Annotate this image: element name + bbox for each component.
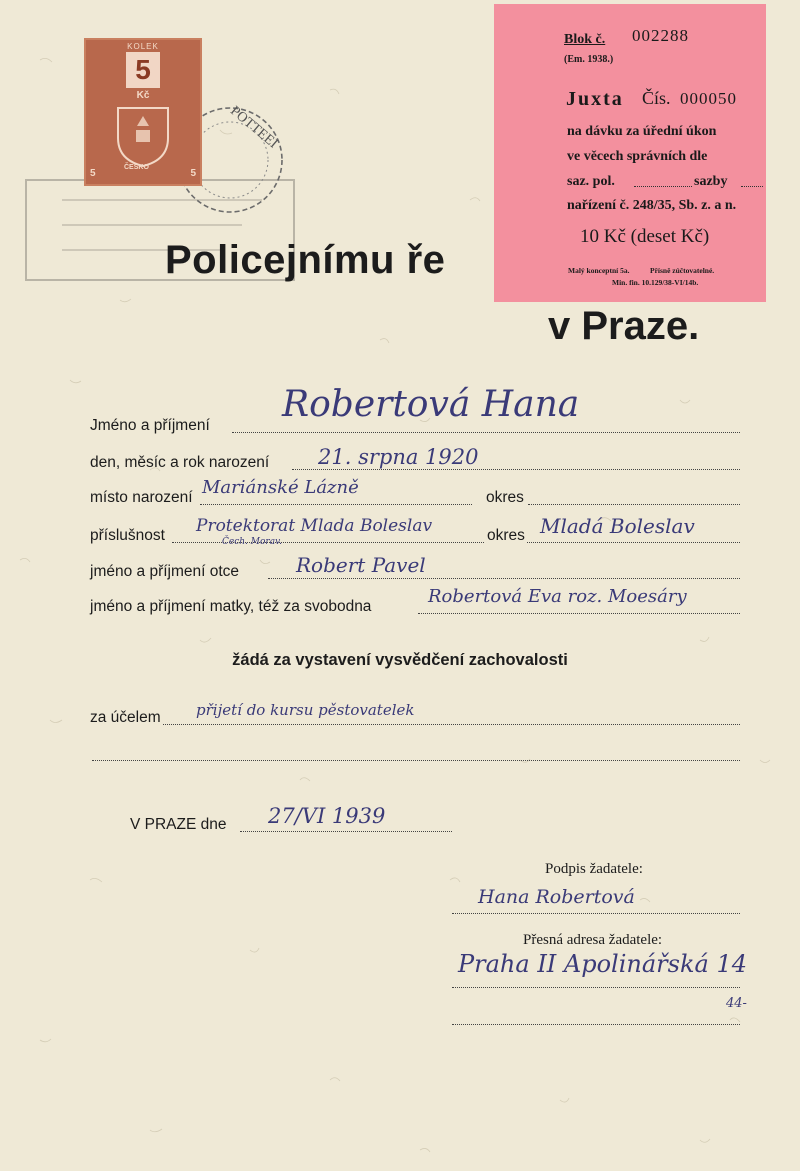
address-line-2 bbox=[452, 1024, 740, 1025]
name-value: Robertová Hana bbox=[282, 384, 580, 425]
purpose-line bbox=[163, 724, 740, 725]
belonging-label: příslušnost bbox=[90, 527, 165, 544]
signature-label: Podpis žadatele: bbox=[545, 861, 643, 877]
father-line bbox=[268, 578, 740, 579]
fee-dots-2 bbox=[741, 186, 763, 187]
postmark-text: POTTEEI bbox=[227, 103, 281, 152]
father-value: Robert Pavel bbox=[296, 553, 426, 577]
district-line bbox=[528, 504, 740, 505]
date-value: 27/VI 1939 bbox=[268, 804, 386, 828]
coat-of-arms-icon bbox=[108, 104, 178, 168]
purpose-value: přijetí do kursu pěstovatelek bbox=[196, 701, 415, 719]
belonging-district-value: Mladá Boleslav bbox=[540, 514, 695, 538]
birthplace-line bbox=[200, 504, 472, 505]
revenue-stamp-label: KOLEK bbox=[127, 42, 159, 51]
name-line bbox=[232, 432, 740, 433]
revenue-stamp-corner: 5 bbox=[90, 168, 96, 179]
juxta-label: Juxta bbox=[566, 88, 624, 110]
district-label: okres bbox=[486, 489, 524, 506]
father-label: jméno a příjmení otce bbox=[90, 563, 240, 580]
belonging-sub: Čech. Morav. bbox=[222, 537, 282, 547]
fee-dots-1 bbox=[634, 186, 692, 187]
revenue-stamp-value: 5 bbox=[126, 52, 160, 88]
belonging-value: Protektorat Mlada Boleslav bbox=[196, 516, 433, 536]
address-value: Praha II Apolinářská 14 bbox=[458, 950, 747, 978]
request-heading: žádá za vystavení vysvědčení zachovalosti bbox=[232, 651, 568, 669]
fee-line-3a: saz. pol. bbox=[567, 174, 615, 189]
blok-number: 002288 bbox=[632, 26, 689, 45]
revenue-stamp bbox=[84, 38, 202, 186]
emission-note: (Em. 1938.) bbox=[564, 54, 614, 65]
purpose-line-2 bbox=[92, 760, 740, 761]
cis-number: 000050 bbox=[680, 89, 737, 108]
fee-line-2: ve věcech správních dle bbox=[567, 149, 708, 164]
birth-value: 21. srpna 1920 bbox=[318, 445, 479, 469]
birthplace-value: Mariánské Lázně bbox=[202, 477, 359, 498]
signature-value: Hana Robertová bbox=[478, 886, 635, 908]
fee-line-1: na dávku za úřední úkon bbox=[567, 124, 717, 139]
address-label: Přesná adresa žadatele: bbox=[523, 932, 663, 948]
birthplace-label: místo narození bbox=[90, 489, 193, 506]
fee-label bbox=[494, 4, 766, 302]
mother-value: Robertová Eva roz. Moesáry bbox=[428, 586, 687, 607]
place-date-label: V PRAZE dne bbox=[130, 816, 227, 833]
addressee-title: Policejnímu ře bbox=[165, 238, 446, 282]
belonging-district-line bbox=[527, 542, 740, 543]
name-label: Jméno a příjmení bbox=[90, 417, 210, 434]
fee-line-3b: sazby bbox=[694, 174, 728, 189]
date-line bbox=[240, 831, 452, 832]
fee-line-4: nařízení č. 248/35, Sb. z. a n. bbox=[567, 198, 737, 213]
address-line bbox=[452, 987, 740, 988]
belonging-line bbox=[172, 542, 484, 543]
belonging-district-label: okres bbox=[487, 527, 525, 544]
fee-foot-left: Malý konceptní 5a. bbox=[568, 266, 630, 275]
revenue-stamp-corner-right: 5 bbox=[190, 168, 196, 179]
fee-foot-right: Přísně zúčtovatelné. bbox=[650, 266, 715, 275]
purpose-label: za účelem bbox=[90, 709, 161, 726]
fee-foot-ref: Min. fin. 10.129/38-VI/14b. bbox=[612, 278, 699, 287]
cis-label: Čís. bbox=[642, 88, 671, 108]
address-note: 44- bbox=[726, 996, 747, 1011]
blok-label: Blok č. bbox=[564, 32, 606, 47]
mother-line bbox=[418, 613, 740, 614]
mother-label: jméno a příjmení matky, též za svobodna bbox=[90, 598, 372, 615]
birth-line bbox=[292, 469, 740, 470]
birth-label: den, měsíc a rok narození bbox=[90, 454, 270, 471]
revenue-stamp-country: ČESKO bbox=[124, 164, 149, 171]
addressee-city: v Praze. bbox=[548, 304, 700, 348]
fee-amount: 10 Kč (deset Kč) bbox=[580, 226, 710, 247]
revenue-stamp-unit: Kč bbox=[136, 90, 150, 101]
signature-line bbox=[452, 913, 740, 914]
